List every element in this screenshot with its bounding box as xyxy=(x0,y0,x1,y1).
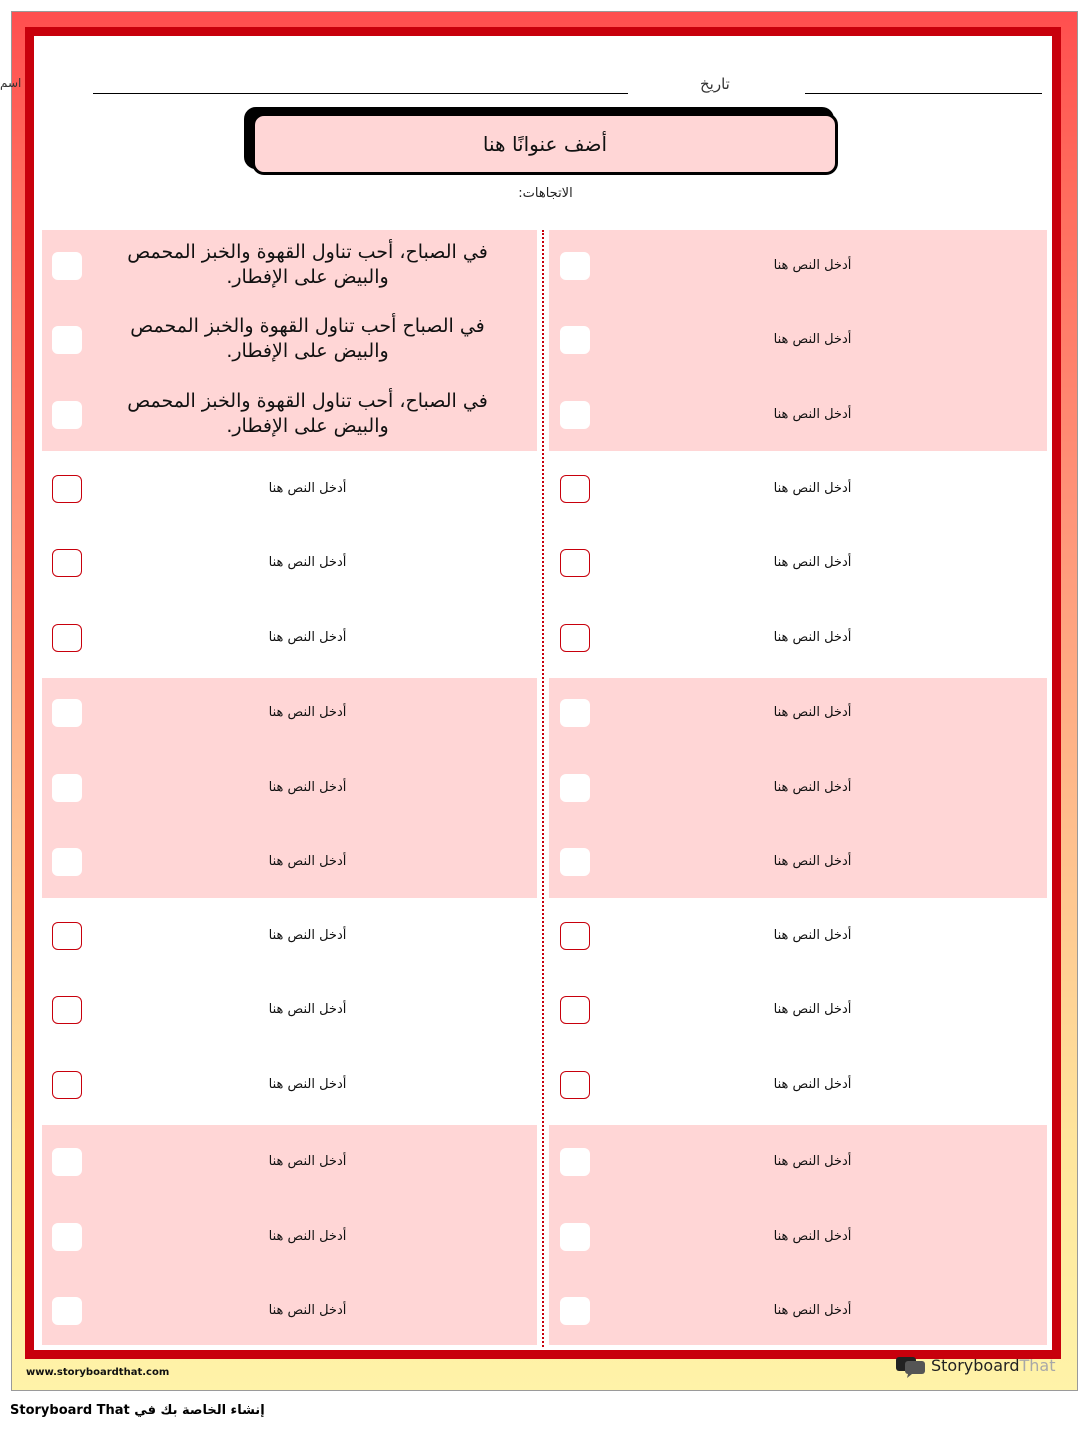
checkbox[interactable] xyxy=(52,1148,82,1176)
speech-bubble-icon xyxy=(896,1356,926,1378)
checkbox[interactable] xyxy=(560,1148,590,1176)
checkbox[interactable] xyxy=(52,1071,82,1099)
list-item-text[interactable]: أدخل النص هنا xyxy=(268,928,347,943)
left-band-2 xyxy=(42,451,537,678)
list-item-text[interactable]: أدخل النص هنا xyxy=(773,854,852,869)
right-band-2 xyxy=(549,451,1047,678)
checkbox[interactable] xyxy=(560,475,590,503)
right-band-3 xyxy=(549,678,1047,898)
checkbox[interactable] xyxy=(52,1223,82,1251)
list-item-text[interactable]: أدخل النص هنا xyxy=(268,1154,347,1169)
checkbox[interactable] xyxy=(560,326,590,354)
checkbox[interactable] xyxy=(560,549,590,577)
checkbox[interactable] xyxy=(560,1223,590,1251)
name-label: اسم xyxy=(0,76,22,90)
list-item-text[interactable]: أدخل النص هنا xyxy=(268,481,347,496)
left-band-5 xyxy=(42,1125,537,1345)
right-band-5 xyxy=(549,1125,1047,1345)
logo-word-storyboard: Storyboard xyxy=(931,1356,1020,1375)
left-band-3 xyxy=(42,678,537,898)
logo-text xyxy=(931,1356,1055,1375)
list-item-text[interactable]: أدخل النص هنا xyxy=(773,1229,852,1244)
checkbox[interactable] xyxy=(560,1297,590,1325)
list-item-text[interactable]: أدخل النص هنا xyxy=(773,258,852,273)
list-item-text[interactable]: أدخل النص هنا xyxy=(268,1229,347,1244)
list-item-text[interactable]: أدخل النص هنا xyxy=(268,854,347,869)
left-band-1 xyxy=(42,230,537,451)
column-divider xyxy=(542,230,544,1347)
list-item-text[interactable]: أدخل النص هنا xyxy=(773,1154,852,1169)
list-item-text[interactable]: أدخل النص هنا xyxy=(773,705,852,720)
checkbox[interactable] xyxy=(52,252,82,280)
list-item-text[interactable]: أدخل النص هنا xyxy=(773,407,852,422)
list-item-text[interactable]: أدخل النص هنا xyxy=(773,780,852,795)
checkbox[interactable] xyxy=(52,549,82,577)
list-item-text[interactable]: أدخل النص هنا xyxy=(268,1002,347,1017)
storyboardthat-logo[interactable] xyxy=(896,1354,1066,1380)
list-item-text[interactable]: أدخل النص هنا xyxy=(773,1077,852,1092)
date-line[interactable] xyxy=(805,93,1042,94)
checkbox[interactable] xyxy=(560,922,590,950)
checkbox[interactable] xyxy=(560,401,590,429)
list-item-text[interactable]: أدخل النص هنا xyxy=(773,332,852,347)
checkbox[interactable] xyxy=(52,401,82,429)
checkbox[interactable] xyxy=(52,848,82,876)
checkbox[interactable] xyxy=(52,996,82,1024)
list-item-text[interactable]: أدخل النص هنا xyxy=(268,780,347,795)
list-item-text[interactable]: في الصباح، أحب تناول القهوة والخبز المحمص والبيض على الإفطار. xyxy=(127,390,488,437)
worksheet-title[interactable]: أضف عنوانًا هنا xyxy=(252,113,838,175)
checkbox[interactable] xyxy=(52,699,82,727)
list-item-text[interactable]: أدخل النص هنا xyxy=(773,481,852,496)
checkbox[interactable] xyxy=(52,922,82,950)
footer-url[interactable]: www.storyboardthat.com xyxy=(26,1367,170,1378)
list-item-text[interactable]: أدخل النص هنا xyxy=(268,1303,347,1318)
checkbox[interactable] xyxy=(52,326,82,354)
checkbox[interactable] xyxy=(560,624,590,652)
checkbox[interactable] xyxy=(52,624,82,652)
checkbox[interactable] xyxy=(560,252,590,280)
right-band-4 xyxy=(549,898,1047,1125)
list-item-text[interactable]: أدخل النص هنا xyxy=(773,928,852,943)
checkbox[interactable] xyxy=(52,475,82,503)
list-item-text[interactable]: أدخل النص هنا xyxy=(773,1303,852,1318)
list-item-text[interactable]: أدخل النص هنا xyxy=(268,630,347,645)
checkbox[interactable] xyxy=(560,848,590,876)
list-item-text[interactable]: أدخل النص هنا xyxy=(773,630,852,645)
right-band-1 xyxy=(549,230,1047,451)
list-item-text[interactable]: أدخل النص هنا xyxy=(773,555,852,570)
checkbox[interactable] xyxy=(560,996,590,1024)
list-item-text[interactable]: أدخل النص هنا xyxy=(773,1002,852,1017)
name-line[interactable] xyxy=(93,93,628,94)
list-item-text[interactable]: أدخل النص هنا xyxy=(268,705,347,720)
list-item-text[interactable]: أدخل النص هنا xyxy=(268,1077,347,1092)
logo-word-that: That xyxy=(1019,1356,1056,1375)
checkbox[interactable] xyxy=(52,1297,82,1325)
list-item-text[interactable]: أدخل النص هنا xyxy=(268,555,347,570)
checkbox[interactable] xyxy=(560,699,590,727)
left-band-4 xyxy=(42,898,537,1125)
list-item-text[interactable]: في الصباح، أحب تناول القهوة والخبز المحمص والبيض على الإفطار. xyxy=(127,241,488,288)
creation-caption: إنشاء الخاصة بك في Storyboard That xyxy=(10,1403,265,1418)
date-label: تاريخ xyxy=(700,75,730,93)
list-item-text[interactable]: في الصباح أحب تناول القهوة والخبز المحمص والبيض على الإفطار. xyxy=(130,315,485,362)
checkbox[interactable] xyxy=(560,1071,590,1099)
checkbox[interactable] xyxy=(560,774,590,802)
directions-label: الاتجاهات: xyxy=(518,186,573,201)
checkbox[interactable] xyxy=(52,774,82,802)
